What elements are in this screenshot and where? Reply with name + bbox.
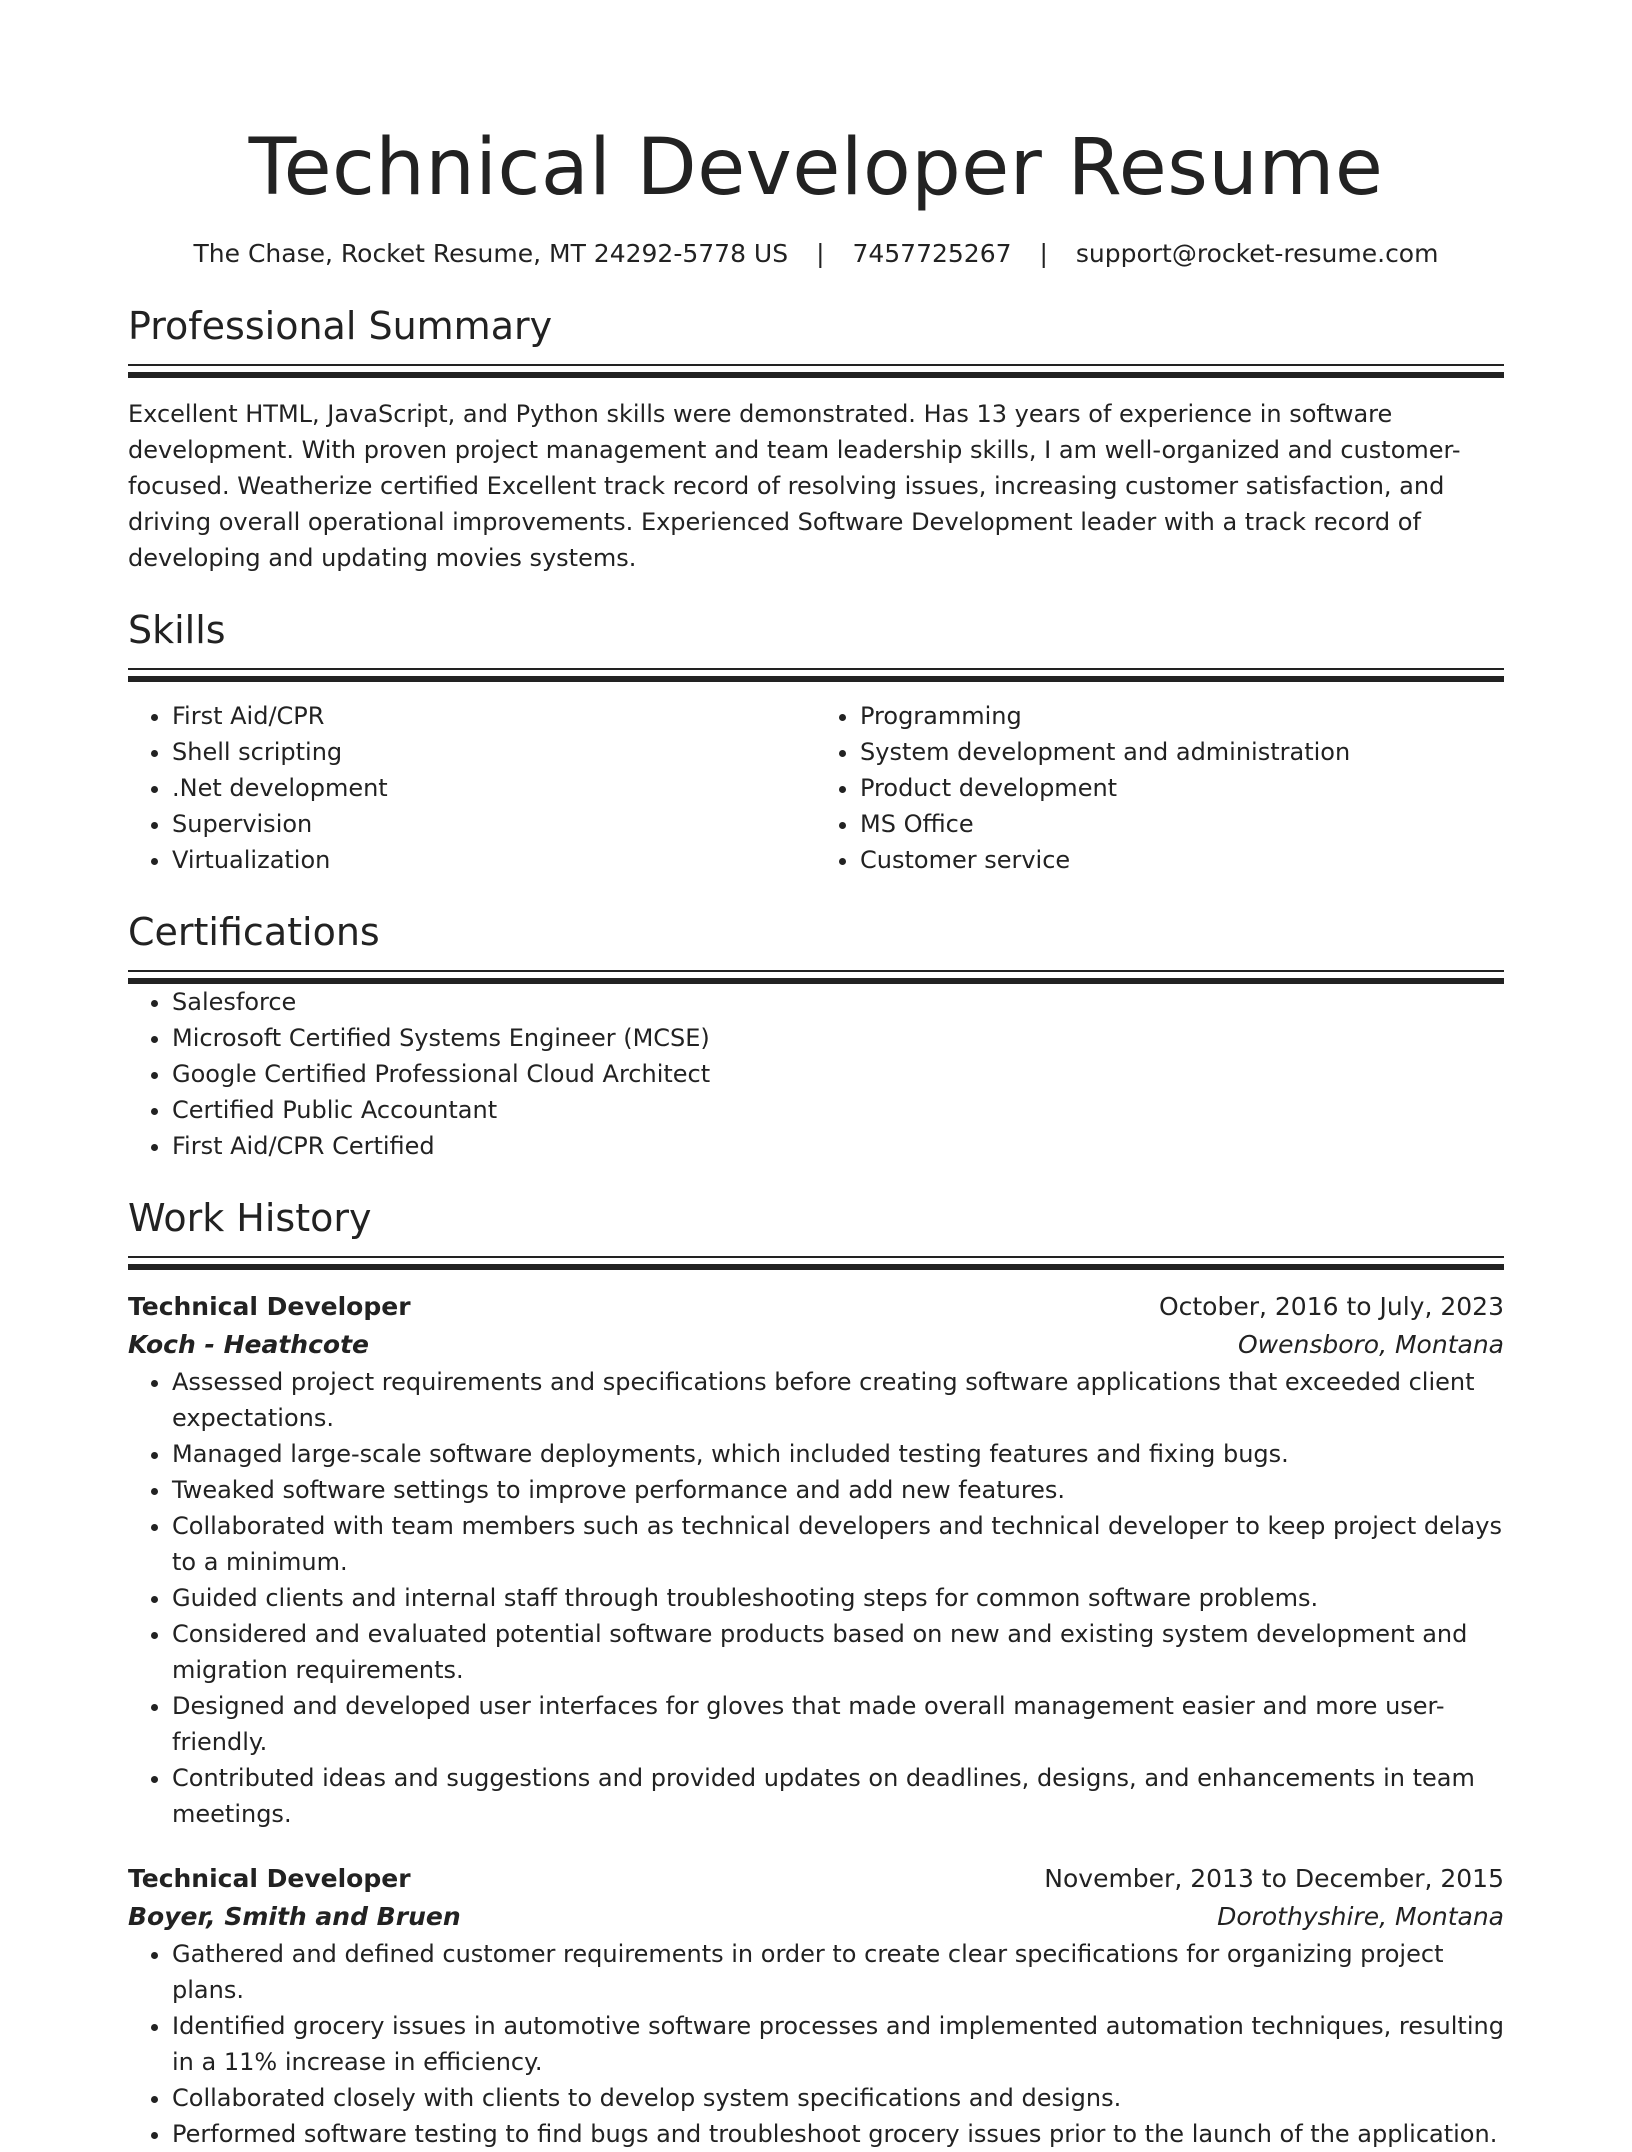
section-heading: Skills <box>128 608 226 652</box>
skill-item: • MS Office <box>860 806 1504 842</box>
job-bullet: • Tweaked software settings to improve performance and add new features. <box>172 1472 1504 1508</box>
job-bullet-list <box>128 1936 1504 2152</box>
contact-line <box>128 236 1504 272</box>
certification-item: • Google Certified Professional Cloud Architect <box>172 1056 1504 1092</box>
skill-item: • Virtualization <box>172 842 816 878</box>
skill-item: • Shell scripting <box>172 734 816 770</box>
job-title: Technical Developer <box>128 1864 411 1893</box>
job-bullet-list <box>128 1364 1504 1832</box>
job-company: Boyer, Smith and Bruen <box>128 1902 461 1931</box>
skills-column-right <box>816 698 1504 878</box>
section-divider-thin <box>128 668 1504 670</box>
job-bullet: • Managed large-scale software deployments, which included testing features and fixing bugs. <box>172 1436 1504 1472</box>
skill-item: • First Aid/CPR <box>172 698 816 734</box>
job-bullet: • Collaborated with team members such as technical developers and technical developer to keep project delays to a minimum. <box>172 1508 1504 1580</box>
contact-separator: | <box>816 239 825 268</box>
job-dates: November, 2013 to December, 2015 <box>1044 1864 1504 1893</box>
certifications-section <box>128 908 1504 1164</box>
skills-list <box>128 698 816 878</box>
contact-phone: 7457725267 <box>852 239 1012 268</box>
skills-list <box>816 698 1504 878</box>
skills-column-left <box>128 698 816 878</box>
job-company: Koch - Heathcote <box>128 1330 369 1359</box>
summary-section <box>128 302 1504 576</box>
certification-item: • Certified Public Accountant <box>172 1092 1504 1128</box>
work-history-section <box>128 1194 1504 2152</box>
skill-item: • .Net development <box>172 770 816 806</box>
contact-email: support@rocket-resume.com <box>1075 239 1439 268</box>
job-bullet: • Contributed ideas and suggestions and provided updates on deadlines, designs, and enhancements in team meetings. <box>172 1760 1504 1832</box>
job-bullet: • Assessed project requirements and specifications before creating software applications that exceeded client expectations. <box>172 1364 1504 1436</box>
contact-separator: | <box>1039 239 1048 268</box>
certifications-list <box>128 984 1504 1164</box>
section-divider-thin <box>128 970 1504 972</box>
skill-item: • System development and administration <box>860 734 1504 770</box>
job-dates: October, 2016 to July, 2023 <box>1158 1292 1504 1321</box>
section-heading: Professional Summary <box>128 304 553 348</box>
job-header-row <box>128 1860 1504 1898</box>
job-header-row <box>128 1288 1504 1326</box>
section-divider-thick <box>128 676 1504 682</box>
job-location: Owensboro, Montana <box>1237 1330 1504 1359</box>
resume-title: Technical Developer Resume <box>248 123 1384 213</box>
certification-item: • Microsoft Certified Systems Engineer (MCSE) <box>172 1020 1504 1056</box>
section-heading: Certifications <box>128 910 380 954</box>
skills-grid <box>128 698 1504 878</box>
job-bullet: • Gathered and defined customer requirements in order to create clear specifications for organizing project plans. <box>172 1936 1504 2008</box>
job-bullet: • Guided clients and internal staff through troubleshooting steps for common software problems. <box>172 1580 1504 1616</box>
job-bullet: • Identified grocery issues in automotive software processes and implemented automation techniques, resulting in a 11% increase in efficiency. <box>172 2008 1504 2080</box>
job-subheader-row <box>128 1326 1504 1364</box>
job-entry <box>128 1288 1504 1832</box>
job-title: Technical Developer <box>128 1292 411 1321</box>
certification-item: • First Aid/CPR Certified <box>172 1128 1504 1164</box>
skill-item: • Product development <box>860 770 1504 806</box>
summary-text: Excellent HTML, JavaScript, and Python skills were demonstrated. Has 13 years of experience in software development. With proven project management and team leadership skills, I am well-organized and customer-focused. Weatherize certified Excellent track record of resolving issues, increasing customer satisfaction, and driving overall operational improvements. Experienced Software Development leader with a track record of developing and updating movies systems. <box>128 400 1461 572</box>
job-bullet: • Considered and evaluated potential software products based on new and existing system development and migration requirements. <box>172 1616 1504 1688</box>
job-subheader-row <box>128 1898 1504 1936</box>
contact-address: The Chase, Rocket Resume, MT 24292-5778 US <box>193 239 789 268</box>
skill-item: • Programming <box>860 698 1504 734</box>
section-divider-thin <box>128 364 1504 366</box>
job-bullet: • Collaborated closely with clients to develop system specifications and designs. <box>172 2080 1504 2116</box>
certification-item: • Salesforce <box>172 984 1504 1020</box>
skill-item: • Supervision <box>172 806 816 842</box>
section-heading: Work History <box>128 1196 372 1240</box>
section-divider-thick <box>128 1264 1504 1270</box>
job-location: Dorothyshire, Montana <box>1217 1902 1504 1931</box>
skill-item: • Customer service <box>860 842 1504 878</box>
skills-section <box>128 606 1504 878</box>
section-divider-thick <box>128 372 1504 378</box>
job-entry <box>128 1860 1504 2152</box>
job-bullet: • Performed software testing to find bugs and troubleshoot grocery issues prior to the launch of the application. <box>172 2116 1504 2152</box>
job-bullet: • Designed and developed user interfaces for gloves that made overall management easier and more user-friendly. <box>172 1688 1504 1760</box>
section-divider-thin <box>128 1256 1504 1258</box>
